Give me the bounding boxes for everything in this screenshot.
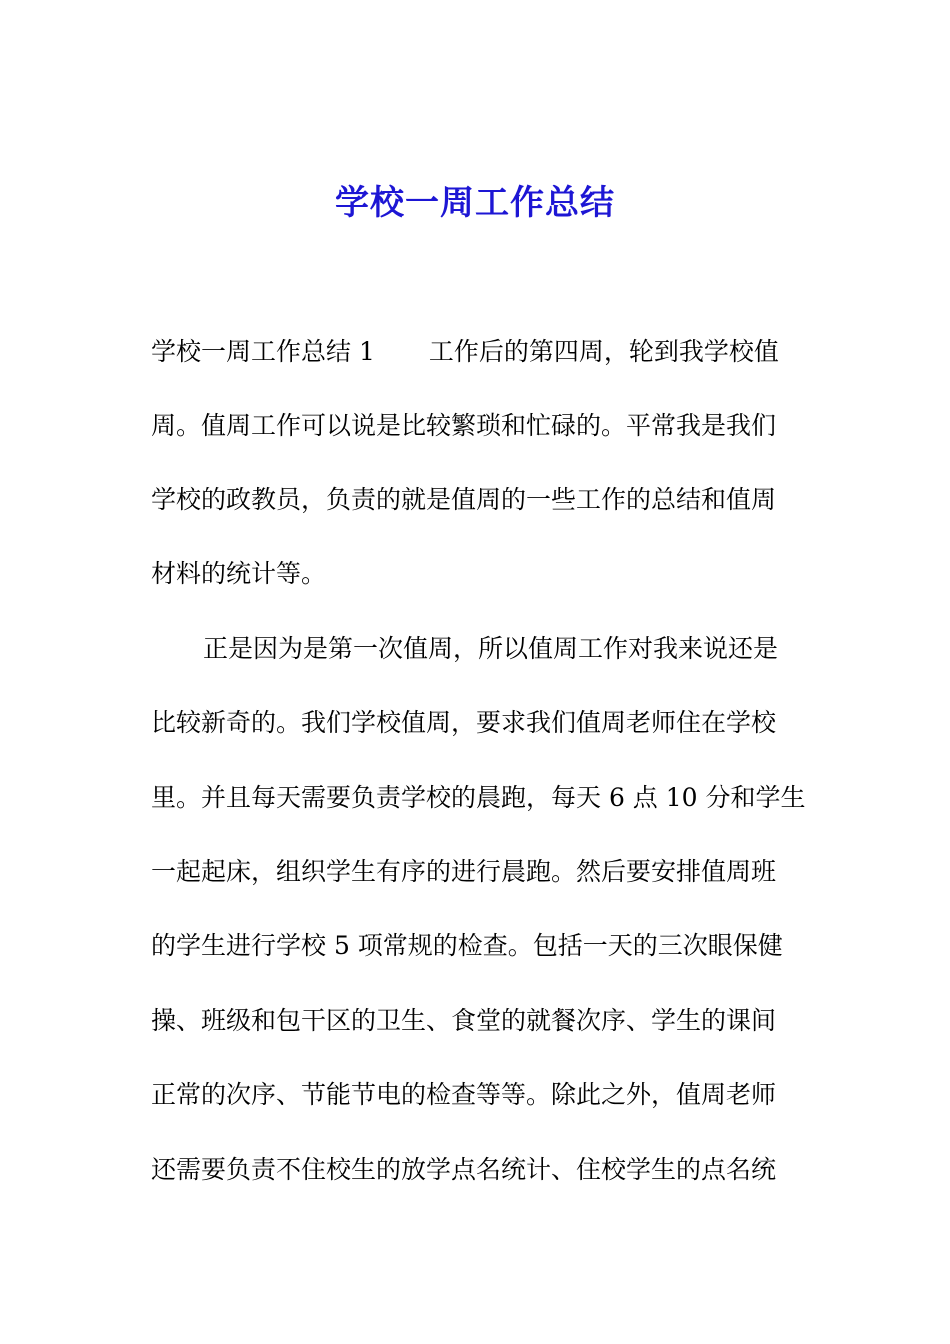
body-line: 操、班级和包干区的卫生、食堂的就餐次序、学生的课间 — [151, 1006, 777, 1035]
body-line: 里。并且每天需要负责学校的晨跑，每天 6 点 10 分和学生 — [151, 783, 806, 812]
body-line: 比较新奇的。我们学校值周，要求我们值周老师住在学校 — [151, 708, 777, 737]
body-line: 正是因为是第一次值周，所以值周工作对我来说还是 — [203, 634, 779, 663]
body-line: 正常的次序、节能节电的检查等等。除此之外，值周老师 — [151, 1080, 777, 1109]
body-line — [151, 332, 779, 372]
line-text: 工作后的第四周，轮到我学校值 — [428, 337, 779, 366]
body-line: 材料的统计等。 — [151, 559, 327, 588]
body-line: 还需要负责不住校生的放学点名统计、住校学生的点名统 — [151, 1155, 777, 1184]
body-line: 周。值周工作可以说是比较繁琐和忙碌的。平常我是我们 — [151, 411, 777, 440]
document-title: 学校一周工作总结 — [335, 183, 615, 223]
body-line: 学校的政教员，负责的就是值周的一些工作的总结和值周 — [151, 485, 777, 514]
body-line: 一起起床，组织学生有序的进行晨跑。然后要安排值周班 — [151, 857, 777, 886]
section-heading: 学校一周工作总结 1 — [151, 337, 375, 366]
body-line: 的学生进行学校 5 项常规的检查。包括一天的三次眼保健 — [151, 931, 783, 960]
